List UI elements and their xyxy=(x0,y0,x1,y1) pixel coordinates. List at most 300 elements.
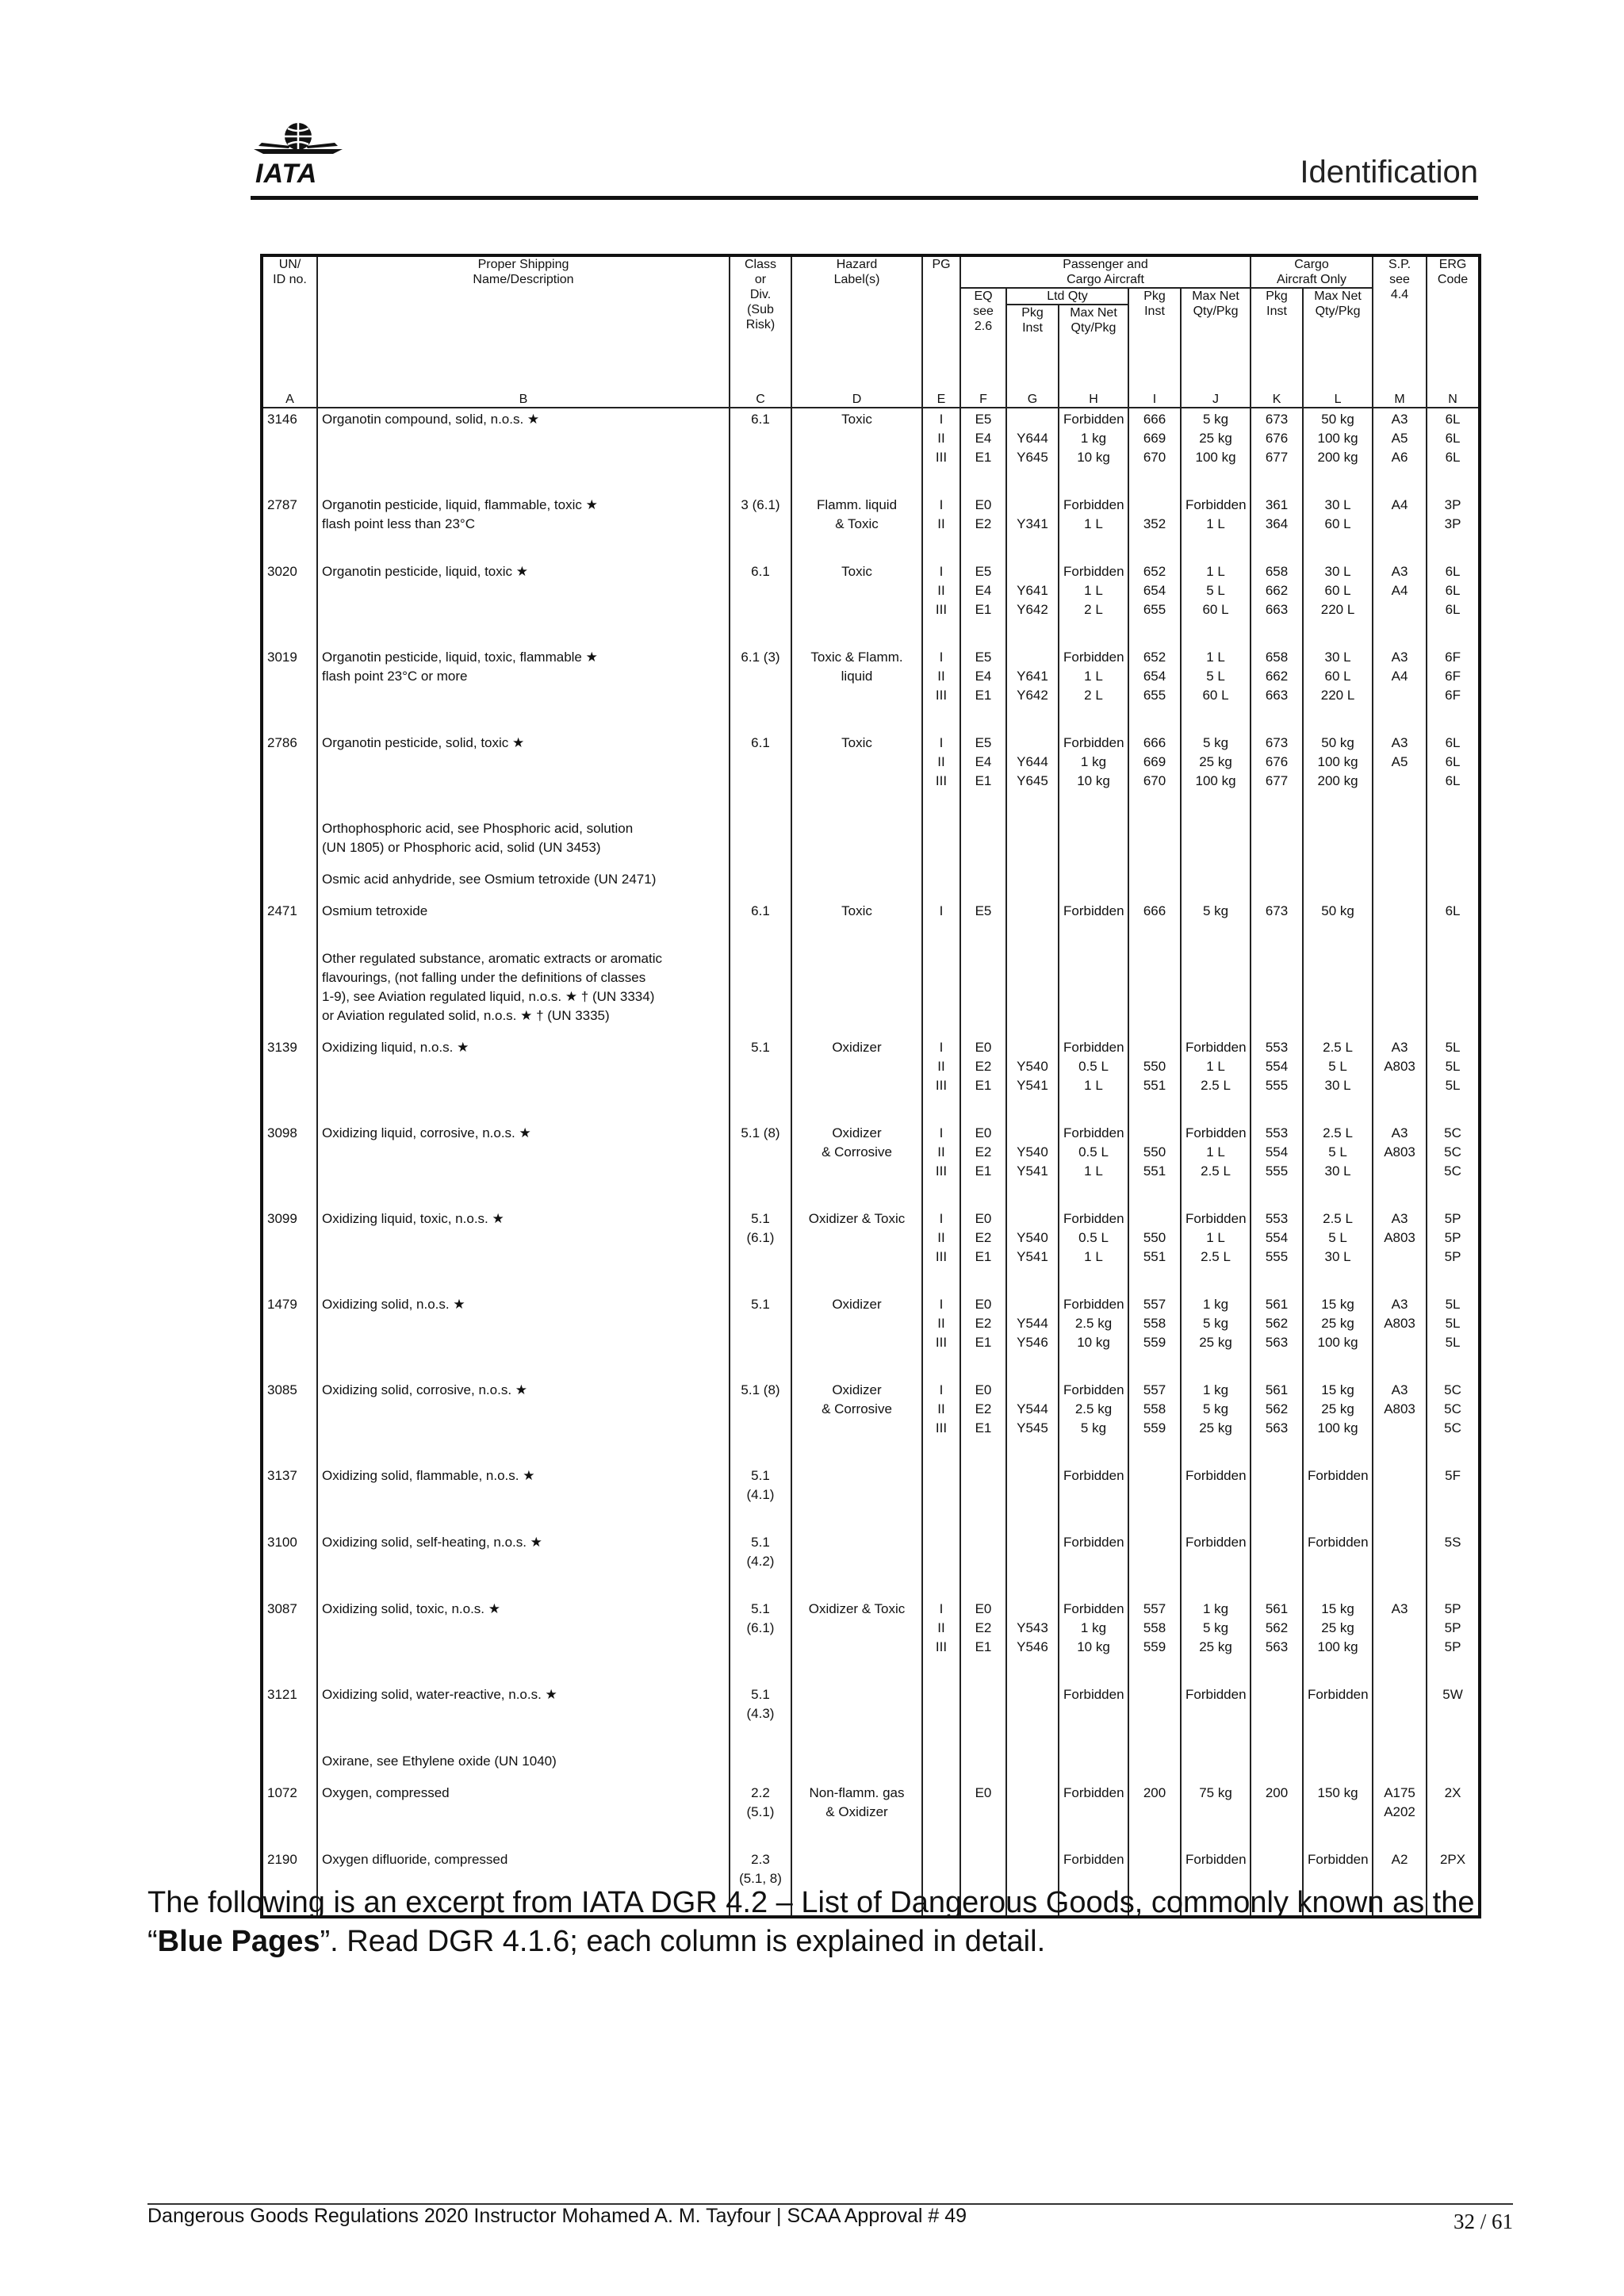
cell-packing-group: I II III xyxy=(922,732,960,818)
cell-special-provision xyxy=(1373,948,1427,1037)
cell-un-number xyxy=(262,948,317,1037)
table-row xyxy=(262,1122,1480,1208)
cell-hazard-label xyxy=(791,948,922,1037)
cell-packing-group xyxy=(922,1684,960,1750)
cell-cargo-max-qty: Forbidden xyxy=(1303,1849,1373,1917)
cell-shipping-name: Organotin pesticide, liquid, toxic, flammable ★ flash point 23°C or more xyxy=(317,646,730,732)
cell-class: 5.1 (8) xyxy=(730,1122,791,1208)
cell-class: 5.1 (8) xyxy=(730,1379,791,1465)
col-letter: G xyxy=(1006,392,1059,408)
cell-pax-max-qty: 75 kg xyxy=(1181,1782,1251,1849)
cell-un-number: 2471 xyxy=(262,900,317,948)
cell-packing-group xyxy=(922,1750,960,1782)
cell-excepted-qty: E0 xyxy=(960,1782,1006,1849)
cell-un-number: 2190 xyxy=(262,1849,317,1917)
cell-packing-group xyxy=(922,1782,960,1849)
cell-cargo-pkg-inst: 673 676 677 xyxy=(1251,732,1303,818)
col-letter: B xyxy=(317,392,730,408)
cell-special-provision xyxy=(1373,900,1427,948)
cell-ltd-max-qty: Forbidden 0.5 L 1 L xyxy=(1059,1037,1128,1122)
cell-packing-group xyxy=(922,818,960,868)
col-letter: D xyxy=(791,392,922,408)
cell-packing-group: I II III xyxy=(922,408,960,494)
cell-cargo-pkg-inst xyxy=(1251,1684,1303,1750)
cell-ltd-pkg-inst: Y644 Y645 xyxy=(1006,732,1059,818)
cell-class: 6.1 xyxy=(730,732,791,818)
cell-shipping-name: Oxidizing solid, self-heating, n.o.s. ★ xyxy=(317,1531,730,1598)
cell-ltd-max-qty: Forbidden 1 L xyxy=(1059,494,1128,561)
cell-ltd-max-qty: Forbidden 1 kg 10 kg xyxy=(1059,732,1128,818)
col-letter: I xyxy=(1128,392,1181,408)
cell-excepted-qty xyxy=(960,1750,1006,1782)
table-row xyxy=(262,948,1480,1037)
col-header-cargo-max: Max Net Qty/Pkg xyxy=(1314,289,1362,318)
table-row xyxy=(262,818,1480,868)
cell-cargo-pkg-inst: 673 676 677 xyxy=(1251,408,1303,494)
cell-hazard-label: Toxic & Flamm. liquid xyxy=(791,646,922,732)
cell-special-provision: A3 xyxy=(1373,1598,1427,1684)
cell-un-number: 3085 xyxy=(262,1379,317,1465)
cell-un-number xyxy=(262,868,317,900)
table-row xyxy=(262,732,1480,818)
cell-class: 6.1 (3) xyxy=(730,646,791,732)
cell-ltd-max-qty: Forbidden xyxy=(1059,1684,1128,1750)
cell-ltd-pkg-inst: Y540 Y541 xyxy=(1006,1208,1059,1294)
cell-excepted-qty: E5 E4 E1 xyxy=(960,646,1006,732)
cell-cargo-pkg-inst xyxy=(1251,1465,1303,1531)
cell-pax-pkg-inst: 652 654 655 xyxy=(1128,561,1181,646)
cell-un-number: 3098 xyxy=(262,1122,317,1208)
cell-shipping-name: Orthophosphoric acid, see Phosphoric acid, solution (UN 1805) or Phosphoric acid, solid (UN 3453) xyxy=(317,818,730,868)
cell-hazard-label xyxy=(791,1684,922,1750)
table-row xyxy=(262,900,1480,948)
cell-pax-pkg-inst: 557 558 559 xyxy=(1128,1379,1181,1465)
col-group-passenger-cargo: Passenger and Cargo Aircraft xyxy=(1063,258,1148,286)
table-row xyxy=(262,1782,1480,1849)
table-row xyxy=(262,1531,1480,1598)
col-group-cargo-only: Cargo Aircraft Only xyxy=(1277,258,1347,286)
cell-excepted-qty: E0 E2 E1 xyxy=(960,1037,1006,1122)
cell-ltd-max-qty: Forbidden 1 kg 10 kg xyxy=(1059,1598,1128,1684)
cell-un-number: 3087 xyxy=(262,1598,317,1684)
cell-special-provision xyxy=(1373,868,1427,900)
cell-erg-code: 5C 5C 5C xyxy=(1427,1379,1480,1465)
cell-ltd-pkg-inst: Y641 Y642 xyxy=(1006,561,1059,646)
cell-shipping-name: Oxidizing liquid, corrosive, n.o.s. ★ xyxy=(317,1122,730,1208)
cell-pax-max-qty: Forbidden xyxy=(1181,1684,1251,1750)
cell-class: 2.2 (5.1) xyxy=(730,1782,791,1849)
cell-cargo-max-qty: 30 L 60 L 220 L xyxy=(1303,561,1373,646)
cell-cargo-max-qty: Forbidden xyxy=(1303,1465,1373,1531)
cell-excepted-qty xyxy=(960,818,1006,868)
caption-paragraph xyxy=(147,1884,1488,1961)
cell-cargo-pkg-inst: 200 xyxy=(1251,1782,1303,1849)
col-header-pax-max: Max Net Qty/Pkg xyxy=(1192,289,1239,318)
cell-class: 5.1 (4.1) xyxy=(730,1465,791,1531)
cell-packing-group: I II III xyxy=(922,1122,960,1208)
cell-ltd-max-qty: Forbidden xyxy=(1059,1782,1128,1849)
table-row xyxy=(262,494,1480,561)
cell-cargo-max-qty: 50 kg 100 kg 200 kg xyxy=(1303,408,1373,494)
cell-special-provision xyxy=(1373,1531,1427,1598)
cell-class xyxy=(730,818,791,868)
cell-un-number: 3146 xyxy=(262,408,317,494)
cell-ltd-max-qty: Forbidden 1 kg 10 kg xyxy=(1059,408,1128,494)
cell-excepted-qty: E5 E4 E1 xyxy=(960,561,1006,646)
cell-erg-code: 5S xyxy=(1427,1531,1480,1598)
table-row xyxy=(262,868,1480,900)
cell-cargo-pkg-inst: 561 562 563 xyxy=(1251,1598,1303,1684)
col-letter: N xyxy=(1427,392,1480,408)
cell-class: 6.1 xyxy=(730,900,791,948)
cell-cargo-max-qty: 2.5 L 5 L 30 L xyxy=(1303,1122,1373,1208)
cell-excepted-qty: E5 E4 E1 xyxy=(960,732,1006,818)
table-row xyxy=(262,561,1480,646)
cell-ltd-pkg-inst xyxy=(1006,1750,1059,1782)
cell-pax-max-qty: Forbidden 1 L 2.5 L xyxy=(1181,1037,1251,1122)
cell-erg-code: 5C 5C 5C xyxy=(1427,1122,1480,1208)
cell-packing-group: I II III xyxy=(922,1294,960,1379)
cell-cargo-max-qty: 50 kg xyxy=(1303,900,1373,948)
cell-pax-max-qty: 1 L 5 L 60 L xyxy=(1181,646,1251,732)
cell-pax-max-qty: 5 kg 25 kg 100 kg xyxy=(1181,732,1251,818)
cell-ltd-pkg-inst: Y540 Y541 xyxy=(1006,1122,1059,1208)
cell-un-number: 1072 xyxy=(262,1782,317,1849)
cell-packing-group: I II xyxy=(922,494,960,561)
cell-hazard-label: Oxidizer & Corrosive xyxy=(791,1379,922,1465)
cell-ltd-max-qty: Forbidden 0.5 L 1 L xyxy=(1059,1122,1128,1208)
col-header-ltd-pkg: Pkg Inst xyxy=(1021,306,1044,335)
cell-shipping-name: Osmic acid anhydride, see Osmium tetroxide (UN 2471) xyxy=(317,868,730,900)
cell-un-number: 3121 xyxy=(262,1684,317,1750)
cell-ltd-max-qty: Forbidden 1 L 2 L xyxy=(1059,646,1128,732)
cell-pax-max-qty: 1 kg 5 kg 25 kg xyxy=(1181,1294,1251,1379)
cell-pax-max-qty: 5 kg 25 kg 100 kg xyxy=(1181,408,1251,494)
cell-erg-code: 5F xyxy=(1427,1465,1480,1531)
cell-hazard-label: Oxidizer & Toxic xyxy=(791,1598,922,1684)
cell-special-provision: A3 A803 xyxy=(1373,1379,1427,1465)
cell-shipping-name: Organotin pesticide, liquid, toxic ★ xyxy=(317,561,730,646)
cell-excepted-qty: E0 E2 E1 xyxy=(960,1122,1006,1208)
cell-erg-code: 5L 5L 5L xyxy=(1427,1037,1480,1122)
cell-shipping-name: Osmium tetroxide xyxy=(317,900,730,948)
col-header-sp: S.P. see 4.4 xyxy=(1388,258,1411,301)
cell-ltd-max-qty xyxy=(1059,868,1128,900)
cell-pax-max-qty: 1 kg 5 kg 25 kg xyxy=(1181,1379,1251,1465)
cell-un-number: 2787 xyxy=(262,494,317,561)
caption-bold-term: Blue Pages xyxy=(157,1925,320,1958)
cell-shipping-name: Oxidizing solid, flammable, n.o.s. ★ xyxy=(317,1465,730,1531)
cell-ltd-pkg-inst xyxy=(1006,1465,1059,1531)
col-letter: K xyxy=(1251,392,1303,408)
cell-ltd-pkg-inst: Y341 xyxy=(1006,494,1059,561)
cell-pax-pkg-inst xyxy=(1128,1465,1181,1531)
cell-excepted-qty: E0 E2 E1 xyxy=(960,1294,1006,1379)
cell-special-provision: A3 A803 xyxy=(1373,1037,1427,1122)
cell-cargo-pkg-inst: 673 xyxy=(1251,900,1303,948)
cell-shipping-name: Organotin compound, solid, n.o.s. ★ xyxy=(317,408,730,494)
cell-special-provision: A4 xyxy=(1373,494,1427,561)
cell-packing-group xyxy=(922,948,960,1037)
table-row xyxy=(262,1684,1480,1750)
cell-cargo-max-qty xyxy=(1303,818,1373,868)
cell-pax-max-qty xyxy=(1181,948,1251,1037)
col-letter: M xyxy=(1373,392,1427,408)
cell-erg-code: 6L 6L 6L xyxy=(1427,561,1480,646)
cell-pax-max-qty: Forbidden 1 L 2.5 L xyxy=(1181,1122,1251,1208)
cell-hazard-label: Non-flamm. gas & Oxidizer xyxy=(791,1782,922,1849)
cell-pax-pkg-inst: 557 558 559 xyxy=(1128,1294,1181,1379)
cell-excepted-qty xyxy=(960,868,1006,900)
cell-pax-pkg-inst: 550 551 xyxy=(1128,1208,1181,1294)
col-header-eq: EQ see 2.6 xyxy=(973,289,994,333)
cell-shipping-name: Oxidizing solid, corrosive, n.o.s. ★ xyxy=(317,1379,730,1465)
cell-un-number: 3020 xyxy=(262,561,317,646)
col-header-class: Class or Div. (Sub Risk) xyxy=(744,258,776,332)
cell-ltd-max-qty: Forbidden 0.5 L 1 L xyxy=(1059,1208,1128,1294)
cell-pax-pkg-inst: 200 xyxy=(1128,1782,1181,1849)
cell-ltd-pkg-inst: Y544 Y545 xyxy=(1006,1379,1059,1465)
cell-pax-max-qty: Forbidden xyxy=(1181,1465,1251,1531)
cell-ltd-max-qty: Forbidden xyxy=(1059,1465,1128,1531)
cell-un-number: 3019 xyxy=(262,646,317,732)
cell-erg-code xyxy=(1427,1750,1480,1782)
cell-excepted-qty: E0 E2 E1 xyxy=(960,1379,1006,1465)
cell-shipping-name: Organotin pesticide, liquid, flammable, toxic ★ flash point less than 23°C xyxy=(317,494,730,561)
cell-un-number: 3137 xyxy=(262,1465,317,1531)
cell-erg-code xyxy=(1427,948,1480,1037)
cell-class: 3 (6.1) xyxy=(730,494,791,561)
cell-special-provision xyxy=(1373,1465,1427,1531)
cell-shipping-name: Oxirane, see Ethylene oxide (UN 1040) xyxy=(317,1750,730,1782)
cell-cargo-max-qty: Forbidden xyxy=(1303,1531,1373,1598)
cell-packing-group: I II III xyxy=(922,1379,960,1465)
cell-erg-code xyxy=(1427,818,1480,868)
section-title: Identification xyxy=(1300,155,1478,190)
cell-erg-code: 5P 5P 5P xyxy=(1427,1598,1480,1684)
cell-packing-group: I II III xyxy=(922,561,960,646)
cell-pax-pkg-inst xyxy=(1128,948,1181,1037)
cell-hazard-label: Toxic xyxy=(791,900,922,948)
cell-hazard-label: Oxidizer xyxy=(791,1037,922,1122)
cell-ltd-max-qty: Forbidden 1 L 2 L xyxy=(1059,561,1128,646)
dangerous-goods-rows xyxy=(262,408,1480,1917)
cell-pax-max-qty: 1 L 5 L 60 L xyxy=(1181,561,1251,646)
cell-ltd-pkg-inst xyxy=(1006,1782,1059,1849)
cell-hazard-label: Oxidizer xyxy=(791,1294,922,1379)
cell-special-provision: A175 A202 xyxy=(1373,1782,1427,1849)
cell-pax-max-qty: 1 kg 5 kg 25 kg xyxy=(1181,1598,1251,1684)
cell-pax-pkg-inst xyxy=(1128,1750,1181,1782)
cell-pax-pkg-inst: 652 654 655 xyxy=(1128,646,1181,732)
cell-pax-pkg-inst: 550 551 xyxy=(1128,1122,1181,1208)
col-header-hazard: Hazard Label(s) xyxy=(833,258,880,286)
cell-packing-group: I II III xyxy=(922,1037,960,1122)
cell-cargo-max-qty: 150 kg xyxy=(1303,1782,1373,1849)
cell-cargo-max-qty: 15 kg 25 kg 100 kg xyxy=(1303,1294,1373,1379)
caption-text-end: ”. Read DGR 4.1.6; each column is explained in detail. xyxy=(320,1925,1046,1958)
cell-hazard-label: Toxic xyxy=(791,408,922,494)
cell-cargo-pkg-inst xyxy=(1251,818,1303,868)
cell-special-provision xyxy=(1373,1750,1427,1782)
cell-pax-pkg-inst xyxy=(1128,1684,1181,1750)
cell-un-number: 1479 xyxy=(262,1294,317,1379)
cell-hazard-label: Oxidizer & Toxic xyxy=(791,1208,922,1294)
cell-ltd-pkg-inst: Y644 Y645 xyxy=(1006,408,1059,494)
cell-ltd-max-qty: Forbidden xyxy=(1059,900,1128,948)
cell-cargo-pkg-inst xyxy=(1251,1750,1303,1782)
cell-ltd-max-qty: Forbidden xyxy=(1059,1849,1128,1917)
cell-special-provision xyxy=(1373,818,1427,868)
cell-special-provision: A2 xyxy=(1373,1849,1427,1917)
cell-hazard-label xyxy=(791,1750,922,1782)
cell-un-number: 2786 xyxy=(262,732,317,818)
cell-cargo-pkg-inst: 561 562 563 xyxy=(1251,1294,1303,1379)
col-header-ltd-max: Max Net Qty/Pkg xyxy=(1070,306,1117,335)
cell-ltd-pkg-inst: Y540 Y541 xyxy=(1006,1037,1059,1122)
cell-ltd-pkg-inst xyxy=(1006,900,1059,948)
cell-special-provision: A3 A803 xyxy=(1373,1122,1427,1208)
cell-hazard-label: Oxidizer & Corrosive xyxy=(791,1122,922,1208)
cell-un-number xyxy=(262,1750,317,1782)
cell-special-provision: A3 A5 A6 xyxy=(1373,408,1427,494)
cell-un-number: 3139 xyxy=(262,1037,317,1122)
cell-pax-max-qty: Forbidden 1 L xyxy=(1181,494,1251,561)
cell-cargo-max-qty xyxy=(1303,948,1373,1037)
col-header-erg: ERG Code xyxy=(1437,258,1469,286)
cell-ltd-max-qty: Forbidden 2.5 kg 5 kg xyxy=(1059,1379,1128,1465)
cell-ltd-max-qty xyxy=(1059,818,1128,868)
table-row xyxy=(262,1379,1480,1465)
cell-hazard-label xyxy=(791,1531,922,1598)
col-letter: A xyxy=(262,392,317,408)
col-letter: L xyxy=(1303,392,1373,408)
cell-cargo-pkg-inst: 658 662 663 xyxy=(1251,561,1303,646)
cell-un-number: 3099 xyxy=(262,1208,317,1294)
cell-erg-code: 5L 5L 5L xyxy=(1427,1294,1480,1379)
cell-special-provision: A3 A803 xyxy=(1373,1294,1427,1379)
cell-hazard-label: Toxic xyxy=(791,561,922,646)
cell-shipping-name: Other regulated substance, aromatic extracts or aromatic flavourings, (not falling under the definitions of classes 1-9), see Aviation regulated liquid, n.o.s. ★ † (UN 3334) or Aviation regulated solid, n.o.s. ★ † (UN 3335) xyxy=(317,948,730,1037)
cell-erg-code xyxy=(1427,868,1480,900)
cell-pax-pkg-inst xyxy=(1128,818,1181,868)
cell-excepted-qty xyxy=(960,948,1006,1037)
cell-pax-pkg-inst: 557 558 559 xyxy=(1128,1598,1181,1684)
cell-pax-max-qty xyxy=(1181,1750,1251,1782)
cell-cargo-max-qty: 30 L 60 L xyxy=(1303,494,1373,561)
cell-cargo-max-qty xyxy=(1303,1750,1373,1782)
cell-pax-max-qty: Forbidden 1 L 2.5 L xyxy=(1181,1208,1251,1294)
cell-pax-max-qty: Forbidden xyxy=(1181,1531,1251,1598)
cell-ltd-max-qty xyxy=(1059,1750,1128,1782)
column-letter-row xyxy=(262,392,1480,408)
cell-pax-pkg-inst xyxy=(1128,868,1181,900)
cell-shipping-name: Oxidizing solid, toxic, n.o.s. ★ xyxy=(317,1598,730,1684)
cell-packing-group: I II III xyxy=(922,1598,960,1684)
cell-cargo-max-qty: 15 kg 25 kg 100 kg xyxy=(1303,1379,1373,1465)
cell-class: 5.1 (6.1) xyxy=(730,1598,791,1684)
cell-ltd-pkg-inst xyxy=(1006,1531,1059,1598)
cell-ltd-max-qty xyxy=(1059,948,1128,1037)
cell-excepted-qty xyxy=(960,1465,1006,1531)
cell-shipping-name: Oxidizing liquid, n.o.s. ★ xyxy=(317,1037,730,1122)
cell-cargo-pkg-inst: 553 554 555 xyxy=(1251,1037,1303,1122)
cell-hazard-label xyxy=(791,1465,922,1531)
col-letter: F xyxy=(960,392,1006,408)
cell-pax-pkg-inst: 666 669 670 xyxy=(1128,732,1181,818)
cell-cargo-max-qty: Forbidden xyxy=(1303,1684,1373,1750)
cell-cargo-pkg-inst: 553 554 555 xyxy=(1251,1208,1303,1294)
cell-cargo-pkg-inst xyxy=(1251,868,1303,900)
cell-excepted-qty: E0 E2 E1 xyxy=(960,1598,1006,1684)
cell-hazard-label xyxy=(791,868,922,900)
cell-ltd-pkg-inst: Y544 Y546 xyxy=(1006,1294,1059,1379)
cell-hazard-label: Toxic xyxy=(791,732,922,818)
cell-excepted-qty: E5 E4 E1 xyxy=(960,408,1006,494)
cell-special-provision: A3 A4 xyxy=(1373,561,1427,646)
cell-pax-max-qty: Forbidden xyxy=(1181,1849,1251,1917)
cell-shipping-name: Oxygen difluoride, compressed xyxy=(317,1849,730,1917)
header-divider xyxy=(251,196,1478,200)
cell-excepted-qty: E5 xyxy=(960,900,1006,948)
table-row xyxy=(262,1037,1480,1122)
cell-class: 5.1 (6.1) xyxy=(730,1208,791,1294)
cell-pax-max-qty: 5 kg xyxy=(1181,900,1251,948)
cell-pax-max-qty xyxy=(1181,868,1251,900)
cell-ltd-pkg-inst xyxy=(1006,948,1059,1037)
cell-packing-group: I II III xyxy=(922,1208,960,1294)
cell-shipping-name: Oxidizing solid, water-reactive, n.o.s. ★ xyxy=(317,1684,730,1750)
cell-cargo-max-qty: 30 L 60 L 220 L xyxy=(1303,646,1373,732)
col-letter: J xyxy=(1181,392,1251,408)
cell-shipping-name: Oxidizing liquid, toxic, n.o.s. ★ xyxy=(317,1208,730,1294)
cell-erg-code: 2PX xyxy=(1427,1849,1480,1917)
col-header-un: UN/ ID no. xyxy=(273,258,307,286)
cell-pax-pkg-inst: 352 xyxy=(1128,494,1181,561)
cell-ltd-pkg-inst: Y543 Y546 xyxy=(1006,1598,1059,1684)
cell-cargo-pkg-inst xyxy=(1251,948,1303,1037)
cell-erg-code: 6F 6F 6F xyxy=(1427,646,1480,732)
cell-pax-pkg-inst: 550 551 xyxy=(1128,1037,1181,1122)
col-letter: E xyxy=(922,392,960,408)
cell-erg-code: 5W xyxy=(1427,1684,1480,1750)
cell-packing-group xyxy=(922,1531,960,1598)
cell-excepted-qty: E0 E2 E1 xyxy=(960,1208,1006,1294)
cell-special-provision: A3 A5 xyxy=(1373,732,1427,818)
cell-cargo-pkg-inst: 561 562 563 xyxy=(1251,1379,1303,1465)
page-number: 32 / 61 xyxy=(1453,2210,1513,2233)
cell-excepted-qty: E0 E2 xyxy=(960,494,1006,561)
cell-class xyxy=(730,948,791,1037)
cell-excepted-qty xyxy=(960,1531,1006,1598)
cell-cargo-max-qty: 2.5 L 5 L 30 L xyxy=(1303,1037,1373,1122)
cell-cargo-pkg-inst: 658 662 663 xyxy=(1251,646,1303,732)
cell-cargo-max-qty: 15 kg 25 kg 100 kg xyxy=(1303,1598,1373,1684)
cell-ltd-pkg-inst xyxy=(1006,818,1059,868)
cell-ltd-max-qty: Forbidden 2.5 kg 10 kg xyxy=(1059,1294,1128,1379)
cell-ltd-pkg-inst: Y641 Y642 xyxy=(1006,646,1059,732)
cell-cargo-pkg-inst: 361 364 xyxy=(1251,494,1303,561)
cell-cargo-max-qty: 2.5 L 5 L 30 L xyxy=(1303,1208,1373,1294)
cell-special-provision: A3 A4 xyxy=(1373,646,1427,732)
cell-un-number: 3100 xyxy=(262,1531,317,1598)
cell-cargo-pkg-inst xyxy=(1251,1531,1303,1598)
cell-shipping-name: Oxygen, compressed xyxy=(317,1782,730,1849)
col-group-ltd-qty: Ltd Qty xyxy=(1047,289,1088,303)
dangerous-goods-table xyxy=(260,254,1481,1918)
cell-packing-group xyxy=(922,1465,960,1531)
cell-special-provision xyxy=(1373,1684,1427,1750)
